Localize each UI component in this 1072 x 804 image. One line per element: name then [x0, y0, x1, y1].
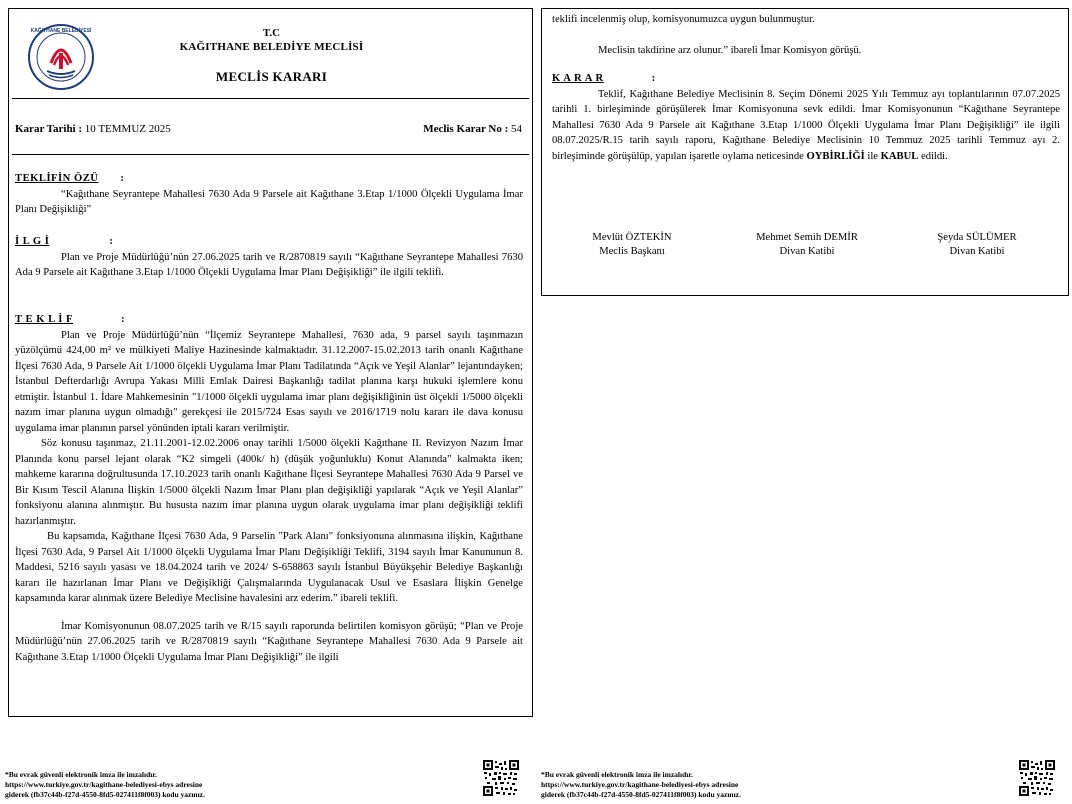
continuation-line-1: teklifi incelenmiş olup, komisyonumuzca uygun bulunmuştur.: [552, 14, 815, 25]
qr-code-icon: [1019, 760, 1055, 796]
karar-accepted: KABUL: [880, 150, 919, 162]
date-value: 10 TEMMUZ 2025: [82, 123, 171, 135]
signature-name: Mehmet Semih DEMİR: [756, 232, 858, 243]
header-tc: T.C: [262, 27, 281, 39]
ozu-heading: TEKLİFİN ÖZÜ: [15, 173, 99, 184]
signature-role: Meclis Başkanı: [599, 246, 665, 257]
signature-clerk-1: [722, 231, 892, 259]
signature-role: Divan Katibi: [779, 246, 835, 257]
footer-line-3: giderek (fb37c44b-f27d-4550-8fd5-027411f8f003) kodu yazınız.: [5, 790, 205, 799]
karar-section: [552, 71, 1060, 164]
footer-line-1: *Bu evrak güvenli elektronik imza ile imzalıdır.: [541, 770, 693, 779]
karar-text: [552, 87, 1060, 165]
number-value: 54: [508, 123, 522, 135]
meta-divider: [12, 154, 529, 155]
teklif-paragraph-4: İmar Komisyonunun 08.07.2025 tarih ve R/15 sayılı raporunda belirtilen komisyon görüşü; “Plan ve Proje Müdürlüğü’nün 27.06.2025 tarih ve R/2870819 sayılı “Kağıthane Seyrantepe Mahallesi 7630 Ada 9 Parsele ait Kağıthane 3.Etap 1/1000 Ölçekli Uygulama İmar Planı Değişikliği” ile ilgili: [15, 620, 523, 663]
footer-left: [5, 770, 205, 800]
ilgi-colon: :: [109, 236, 113, 247]
karar-text-mid: ile: [864, 150, 881, 162]
left-page: [8, 8, 533, 717]
teklif-paragraph-3: Bu kapsamda, Kağıthane İlçesi 7630 Ada, 9 Parselin "Park Alanı" fonksiyonuna alınmasına ilişkin, Kağıthane İlçesi 7630 Ada, 9 Parsel Ait 1/1000 ölçekli Uygulama İmar Planı Değişikliği Teklifi, 3194 sayılı İmar Kanununun 8. Maddesi, 5216 sayılı yasası ve 18.04.2024 tarih ve 2024/ S-658863 sayılı İstanbul Büyükşehir Belediye Başkanlığı kararı ile hazırlanan İmar Planı ve Değişikliği Çalışmalarında Uygulanacak Usul ve Esaslara İlişkin Genelge kapsamında karar alınmak üzere Belediye Meclisine havalesini arz ederim.” ibareli teklifi.: [15, 531, 523, 604]
teklif-section: [15, 312, 523, 665]
signature-president: [547, 231, 717, 259]
signature-clerk-2: [892, 231, 1062, 259]
decision-date: [15, 123, 171, 135]
footer-link[interactable]: https://www.turkiye.gov.tr/kagithane-belediyesi-ebys adresine: [5, 780, 203, 789]
footer-right: [541, 770, 741, 800]
karar-colon: :: [651, 73, 656, 84]
teklif-paragraph-2: Söz konusu taşınmaz, 21.11.2001-12.02.2006 onay tarihli 1/5000 ölçekli Kağıthane II. Revizyon Nazım İmar Planında konu parsel lejant olarak “K2 simgeli (400k/ h) (düşük yoğunluklu) Konut Alanında” kalmakta iken; mahkeme kararına doğrultusunda 17.10.2023 tarih onanlı Kağıthane İlçesi Seyrantepe Mahallesi 7630 Ada 9 Parsel ve Bir Kısım Tescil Alanına İlişkin 1/5000 ölçekli Nazım İmar Planı plan değişikliği yapılarak “Açık ve Yeşil Alanlar” fonksiyonu alanına alınmıştır. Bu hususta nazım imar planına uygun olarak uygulama imar planı değişikliği teklifi hazırlanmıştır.: [15, 438, 523, 527]
karar-unanimous: OYBİRLİĞİ: [806, 150, 865, 162]
karar-text-main: Teklif, Kağıthane Belediye Meclisinin 8. Seçim Dönemi 2025 Yılı Temmuz ayı toplantılarının 07.07.2025 tarihli 1. birleşiminde görüşülerek İmar Komisyonuna sevk edildi. İmar Komisyonunun “Kağıthane Seyrantepe Mahallesi 7630 Ada 9 Parsele ait Kağıthane 3.Etap 1/1000 Ölçekli Uygulama İmar Planı Değişikliği” ile ilgili 08.07.2025/R.15 tarih sayılı raporu, Kağıthane Belediye Meclisinin 10 Temmuz 2025 tarihli Temmuz ayı 2. birleşiminde görüşülüp, yapılan işaretle oylama neticesinde: [552, 88, 1060, 162]
teklif-heading: T E K L İ F: [15, 314, 73, 325]
ilgi-text: Plan ve Proje Müdürlüğü’nün 27.06.2025 tarih ve R/2870819 sayılı “Kağıthane Seyrantepe Mahallesi 7630 Ada 9 Parsele ait Kağıthane 3.Etap 1/1000 Ölçekli Uygulama İmar Planı Değişikliği” ile ilgili teklifi.: [15, 251, 523, 278]
karar-text-end: edildi.: [918, 150, 948, 162]
karar-heading: K A R A R: [552, 73, 604, 84]
footer-line-1: *Bu evrak güvenli elektronik imza ile imzalıdır.: [5, 770, 157, 779]
date-label: Karar Tarihi :: [15, 123, 83, 135]
ozu-section: [15, 171, 523, 218]
ozu-text: “Kağıthane Seyrantepe Mahallesi 7630 Ada 9 Parsele ait Kağıthane 3.Etap 1/1000 Ölçekli Uygulama İmar Planı Değişikliği”: [15, 188, 523, 215]
right-page: [541, 8, 1069, 296]
decision-number: [423, 123, 522, 135]
document-title: MECLİS KARARI: [215, 69, 328, 84]
qr-code-icon: [483, 760, 519, 796]
header-council: KAĞITHANE BELEDİYE MECLİSİ: [179, 41, 364, 53]
logo-text: KAĞITHANE BELEDİYESİ: [30, 28, 92, 34]
continuation: [552, 12, 1060, 58]
ilgi-section: [15, 234, 523, 281]
continuation-line-2: Meclisin takdirine arz olunur.” ibareli İmar Komisyon görüşü.: [598, 44, 862, 56]
signature-name: Şeyda SÜLÜMER: [937, 232, 1017, 243]
teklif-colon: :: [121, 314, 125, 325]
teklif-paragraph-1: Plan ve Proje Müdürlüğü’nün “İlçemiz Seyrantepe Mahallesi, 7630 ada, 9 parsel sayılı taşınmazın yüzölçümü 424,00 m² ve mülkiyeti Maliye Hazinesinde kalmaktadır. 31.12.2007-15.02.2013 tarih onanlı Kağıthane İlçesi 7630 Ada, 9 Parsele Ait 1/1000 ölçekli Uygulama İmar Planı Tadilatında “Açık ve Yeşil Alanlar” lejantındayken; İstanbul Defterdarlığı Avrupa Yakası Milli Emlak Dairesi Başkanlığı tadilat planına karşı hukuki işlemlere konu etmiştir. İstanbul 1. İdare Mahkemesinin "1/1000 ölçekli uygulama imar planı değişikliğinin üst ölçekli 1/5000 ölçekli nazım imar planına uygun olmadığı" gerekçesi ile 2015/724 Esas sayılı ve 2016/1719 nolu kararı ile dava konusu uygulama imar planının parsel yönünden iptali kararı verilmiştir.: [15, 329, 523, 434]
footer-link[interactable]: https://www.turkiye.gov.tr/kagithane-belediyesi-ebys adresine: [541, 780, 739, 789]
footer-line-3: giderek (fb37c44b-f27d-4550-8fd5-027411f8f003) kodu yazınız.: [541, 790, 741, 799]
ilgi-heading: İ L G İ: [15, 236, 50, 247]
signature-name: Mevlüt ÖZTEKİN: [592, 232, 672, 243]
number-label: Meclis Karar No :: [423, 123, 509, 135]
signature-role: Divan Katibi: [949, 246, 1005, 257]
ozu-colon: :: [120, 173, 124, 184]
header-divider: [12, 98, 529, 99]
